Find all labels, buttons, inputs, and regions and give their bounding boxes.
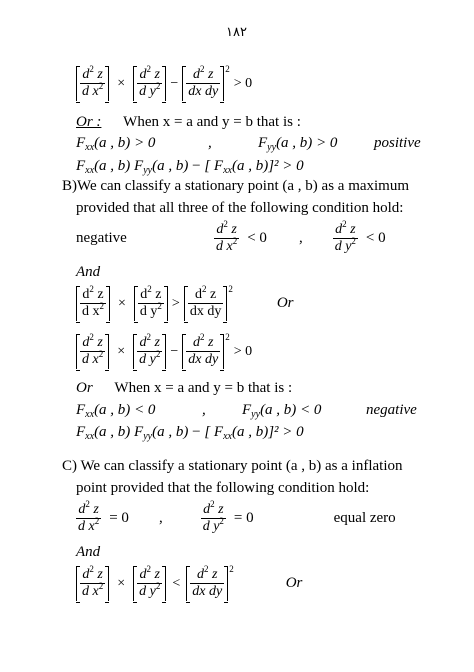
fyy-term: $F_{yy}(a$ , b) [258, 135, 317, 153]
negative-label: negative [76, 230, 127, 246]
times-sign: × [117, 575, 126, 591]
bracket-d2z-dx2: $\frac{d^2 z}{d x^2}$ [76, 566, 109, 601]
frac-d2z-dy2: $\frac{d^2 z}{d y^2}$ [334, 219, 356, 254]
hessian-relation: ]² > 0 [268, 424, 304, 440]
fyy-term: $F_{yy}(a$ , b) [242, 402, 301, 420]
times-sign: × [117, 75, 126, 91]
square-exponent: 2 [225, 332, 230, 342]
or-text: When x = a and y = b that is : [123, 114, 301, 130]
and-label-1: And [76, 264, 101, 280]
positive-label: positive [374, 135, 421, 151]
bracket-d2z-dy2: $\frac{d^2 z}{d y^2}$ [134, 286, 168, 321]
or-label: Or [276, 295, 294, 311]
frac-d2z-dx2: $\frac{d^2 z}{d x^2}$ [78, 499, 100, 534]
bracket-d2z-dx2: $\frac{d^2 z}{d x^2}$ [76, 286, 110, 321]
bracket-d2z-dy2: $\frac{d^2 z}{d y^2}$ [133, 66, 166, 101]
frac-d2z-dx2: $\frac{d^2 z}{d x^2}$ [216, 219, 238, 254]
zero-rel-2: = 0 [233, 510, 254, 526]
third-inequality [76, 334, 252, 369]
negative-label: negative [366, 402, 417, 418]
fxx-term: $F_{xx}(a$ , b) [76, 135, 135, 153]
section-b-line-2: provided that all three of the following condition hold: [76, 200, 404, 216]
bracket-d2z-dy2: $\frac{d^2 z}{d y^2}$ [133, 334, 166, 369]
greater-than-zero: > 0 [233, 343, 253, 359]
fyy-rel: < 0 [300, 402, 322, 418]
fyy-rel: > 0 [316, 135, 338, 151]
zero-rel-1: = 0 [109, 510, 129, 526]
comma: , [298, 230, 303, 246]
hessian-relation: ]² > 0 [268, 158, 304, 174]
greater-than-sign: > [171, 295, 180, 311]
or-label: Or [76, 380, 93, 396]
bracket-d2z-dxdy: $\frac{d^2 z}{\text{dx dy}}$ [184, 286, 228, 321]
bracket-d2z-dx2: $\frac{d^2 z}{d x^2}$ [76, 334, 109, 369]
negative-rel-1: < 0 [247, 230, 267, 246]
and-label-2: And [76, 544, 101, 560]
section-b-line-1: B)We can classify a stationary point (a , b) as a maximum [62, 178, 410, 194]
square-exponent: 2 [228, 284, 233, 294]
or-line-1 [76, 114, 301, 131]
bracket-d2z-dx2: $\frac{d^2 z}{d x^2}$ [76, 66, 109, 101]
minus-sign: − [170, 343, 179, 359]
negative-row [76, 219, 456, 255]
fxx-term: $F_{xx}(a$ , b) [76, 402, 135, 420]
section-c-line-1: C) We can classify a stationary point (a , b) as a inflation [62, 458, 403, 474]
frac-d2z-dy2: $\frac{d^2 z}{d y^2}$ [202, 499, 224, 534]
or-line-2 [76, 380, 292, 397]
bracket-d2z-dxdy: $\frac{d^2 z}{\text{dx dy}}$ [186, 566, 228, 601]
less-than-sign: < [172, 575, 181, 591]
bracket-d2z-dy2: $\frac{d^2 z}{d y^2}$ [133, 566, 166, 601]
fxx-rel: < 0 [134, 402, 156, 418]
fourth-inequality [76, 566, 376, 601]
or-label: Or : [76, 114, 102, 130]
greater-than-zero: > 0 [233, 75, 253, 91]
or-text: When x = a and y = b that is : [114, 380, 293, 396]
condition-positive-row [76, 135, 436, 152]
bracket-d2z-dxdy: $\frac{d^2 z}{\text{dx dy}}$ [182, 66, 224, 101]
minus-sign: − [170, 75, 179, 91]
negative-rel-2: < 0 [365, 230, 386, 246]
zero-row [76, 499, 456, 535]
fxx-rel: > 0 [134, 135, 156, 151]
comma: , [202, 402, 206, 418]
equal-zero-label: equal zero [333, 510, 396, 526]
page-number: ١٨٢ [226, 25, 247, 40]
hessian-negative: $F_{xx}(a$ , b) $F_{yy}(a$ , b) − [ $F_{xx}(a$ , b)]² > 0 [76, 424, 304, 442]
times-sign: × [118, 295, 126, 311]
comma: , [208, 135, 212, 151]
section-c-line-2: point provided that the following condition hold: [76, 480, 370, 496]
hessian-positive: $F_{xx}(a$ , b) $F_{yy}(a$ , b) − [ $F_{xx}(a$ , b)]² > 0 [76, 158, 304, 176]
bracket-d2z-dxdy: $\frac{d^2 z}{\text{dx dy}}$ [182, 334, 224, 369]
times-sign: × [117, 343, 126, 359]
comma: , [158, 510, 163, 526]
square-exponent: 2 [225, 64, 230, 74]
first-inequality [76, 66, 252, 101]
condition-negative-row [76, 402, 436, 419]
or-label: Or [285, 575, 303, 591]
square-exponent: 2 [229, 564, 234, 574]
second-inequality [76, 286, 376, 321]
